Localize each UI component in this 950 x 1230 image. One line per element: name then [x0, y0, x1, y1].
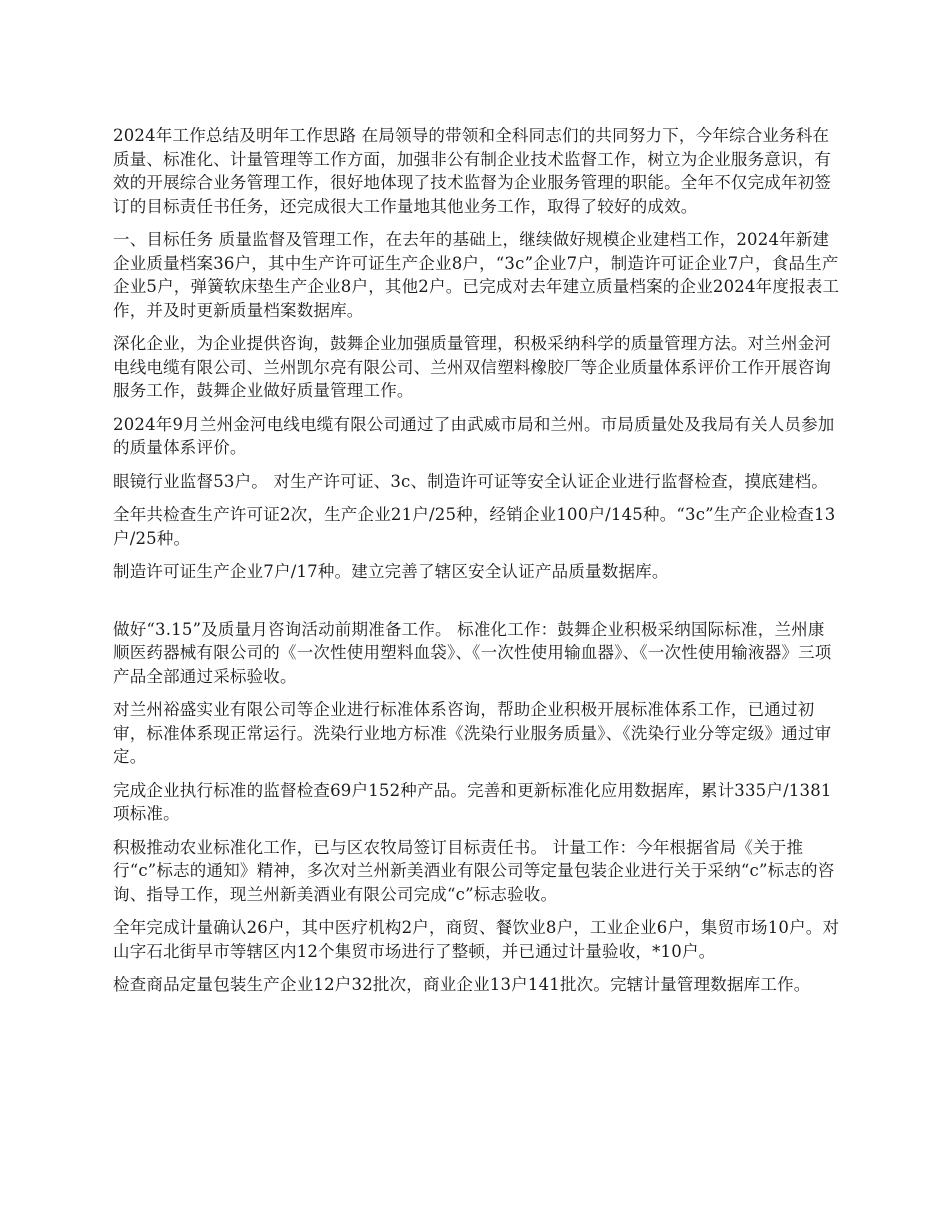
- paragraph-consulting: 深化企业，为企业提供咨询，鼓舞企业加强质量管理，积极采纳科学的质量管理方法。对兰州金河电线电缆有限公司、兰州凯尔亮有限公司、兰州双信塑料橡胶厂等企业质量体系评价工作开展咨询服务工作，鼓舞企业做好质量管理工作。: [113, 334, 832, 400]
- paragraph-standard-inspection: 完成企业执行标准的监督检查69户152种产品。完善和更新标准化应用数据库，累计335户/1381项标准。: [113, 780, 832, 823]
- paragraph-standard-system: 对兰州裕盛实业有限公司等企业进行标准体系咨询，帮助企业积极开展标准体系工作，已通过初审，标准体系现正常运行。洗染行业地方标准《洗染行业服务质量》、《洗染行业分等定级》通过审定。: [113, 700, 832, 766]
- paragraph-glasses-supervision: 眼镜行业监督53户。 对生产许可证、3c、制造许可证等安全认证企业进行监督检查，摸底建档。: [113, 471, 828, 491]
- paragraph-metrology-confirmation: 全年完成计量确认26户，其中医疗机构2户，商贸、餐饮业8户，工业企业6户，集贸市场10户。对山字石北街早市等辖区内12个集贸市场进行了整顿，并已通过计量验收，*10户。: [113, 918, 840, 961]
- paragraph-quality-archive: 一、目标任务 质量监督及管理工作，在去年的基础上，继续做好规模企业建档工作，2024年新建企业质量档案36户，其中生产许可证生产企业8户，“3c”企业7户，制造许可证企业7户，食品生产企业5户，弹簧软床垫生产企业8户，其他2户。已完成对去年建立质量档案的企业2024年度报表工作，并及时更新质量档案数据库。: [113, 230, 840, 320]
- paragraph-packaging-inspection: 检查商品定量包装生产企业12户32批次，商业企业13户141批次。完辖计量管理数据库工作。: [113, 975, 811, 994]
- section-gap: [113, 594, 840, 618]
- paragraph-intro: 2024年工作总结及明年工作思路 在局领导的带领和全科同志们的共同努力下，今年综合业务科在质量、标准化、计量管理等工作方面，加强非公有制企业技术监督工作，树立为企业服务意识，有效的开展综合业务管理工作，很好地体现了技术监督为企业服务管理的职能。全年不仅完成年初签订的目标责任书任务，还完成很大工作量地其他业务工作，取得了较好的成效。: [113, 126, 832, 216]
- paragraph-evaluation: 2024年9月兰州金河电线电缆有限公司通过了由武威市局和兰州。市局质量处及我局有关人员参加的质量体系评价。: [113, 414, 835, 457]
- paragraph-license-inspection: 全年共检查生产许可证2次，生产企业21户/25种，经销企业100户/145种。“3c”生产企业检查13户/25种。: [113, 505, 836, 548]
- document-body: [113, 124, 840, 1007]
- paragraph-standardization: 做好“3.15”及质量月咨询活动前期准备工作。 标准化工作：鼓舞企业积极采纳国际标准，兰州康顺医药器械有限公司的《一次性使用塑料血袋》、《一次性使用输血器》、《一次性使用输液器》三项产品全部通过采标验收。: [113, 619, 832, 686]
- paragraph-manufacturing-license: 制造许可证生产企业7户/17种。建立完善了辖区安全认证产品质量数据库。: [113, 562, 669, 581]
- paragraph-metrology: 积极推动农业标准化工作，已与区农牧局签订目标责任书。 计量工作：今年根据省局《关于推行“c”标志的通知》精神，多次对兰州新美酒业有限公司等定量包装企业进行关于采纳“c”标志的咨询、指导工作，现兰州新美酒业有限公司完成“c”标志验收。: [113, 837, 835, 904]
